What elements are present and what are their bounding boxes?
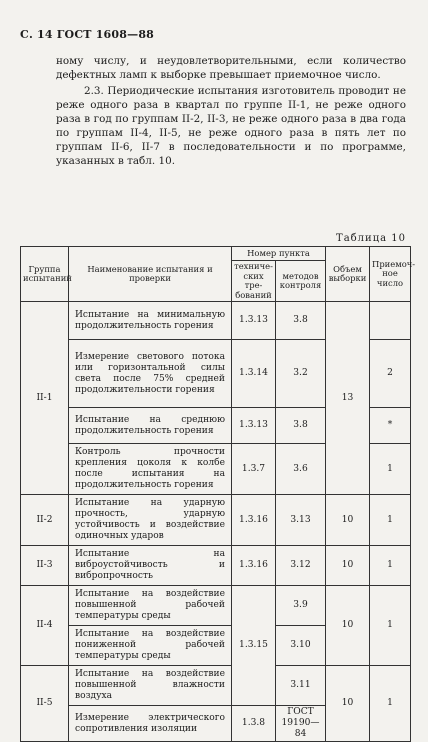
page-header: С. 14 ГОСТ 1608—88 [20,28,155,41]
cell-name: Измерение светового потока или горизонтальной силы света после 75% средней продолжительности горения [69,340,232,408]
cell-accept: 2 [370,340,411,408]
cell-name: Контроль прочности крепления цоколя к колбе после испытания на продолжительность горения [69,444,232,495]
cell-group: II-2 [21,495,69,546]
header-name: Наименование испытания и проверки [69,247,232,302]
cell-method: 3.9 [276,586,326,626]
cell-req: 1.3.13 [232,302,276,340]
cell-req: 1.3.16 [232,495,276,546]
cell-accept: 1 [370,444,411,495]
table-row [21,302,411,340]
header-req: техниче- ских тре- бований [232,261,276,302]
cell-accept: 1 [370,666,411,742]
paragraph-1 [56,54,406,82]
paragraph-2 [56,84,406,168]
cell-method: 3.10 [276,626,326,666]
cell-group: II-4 [21,586,69,666]
header-methods: методов контроля [276,261,326,302]
cell-sample: 10 [326,666,370,742]
cell-sample: 10 [326,586,370,666]
table-row [21,495,411,546]
cell-name: Испытание на виброустойчивость и вибропрочность [69,546,232,586]
cell-accept: 1 [370,495,411,546]
cell-sample: 10 [326,546,370,586]
cell-name: Испытание на воздействие повышенной влажности воздуха [69,666,232,706]
paragraph-text: 2.3. Периодические испытания изготовитель проводит не реже одного раза в квартал по группе II-1, не реже одного раза в год по группам II-2, II-3, не реже одного раза в два года по группам II-4, II-5, не реже одного раза в пять лет по группам II-6, II-7 в последовательности и по программе, указанных в табл. 10. [56,85,406,167]
cell-method: 3.6 [276,444,326,495]
cell-group: II-5 [21,666,69,742]
header-accept: Приемоч- ное число [370,247,411,302]
table-row [21,666,411,706]
cell-req: 1.3.8 [232,706,276,742]
cell-sample: 10 [326,495,370,546]
cell-group: II-1 [21,302,69,495]
header-clause: Номер пункта [232,247,326,261]
cell-method: 3.8 [276,408,326,444]
cell-name: Испытание на ударную прочность, ударную устойчивость и воздействие одиночных ударов [69,495,232,546]
table-caption: Таблица 10 [336,233,406,244]
cell-name: Испытание на воздействие повышенной рабочей температуры среды [69,586,232,626]
cell-method: 3.11 [276,666,326,706]
cell-group: II-3 [21,546,69,586]
cell-method: 3.12 [276,546,326,586]
cell-req: 1.3.14 [232,340,276,408]
cell-req: 1.3.13 [232,408,276,444]
header-group: Группа испытаний [21,247,69,302]
table-row [21,586,411,626]
cell-name: Испытание на воздействие пониженной рабочей температуры среды [69,626,232,666]
cell-method: ГОСТ 19190—84 [276,706,326,742]
paragraph-text: ному числу, и неудовлетворительными, если количество дефектных ламп к выборке превышает приемочное число. [56,55,406,81]
cell-name: Измерение электрического сопротивления изоляции [69,706,232,742]
cell-req: 1.3.15 [232,586,276,706]
cell-accept [370,302,411,340]
cell-req: 1.3.16 [232,546,276,586]
cell-accept: 1 [370,546,411,586]
cell-method: 3.2 [276,340,326,408]
cell-sample: 13 [326,302,370,495]
cell-method: 3.8 [276,302,326,340]
header-sample: Объем выборки [326,247,370,302]
table-row [21,546,411,586]
cell-name: Испытание на среднюю продолжительность горения [69,408,232,444]
cell-method: 3.13 [276,495,326,546]
cell-name: Испытание на минимальную продолжительность горения [69,302,232,340]
table-10 [20,246,416,742]
cell-accept: 1 [370,586,411,666]
cell-accept: * [370,408,411,444]
cell-req: 1.3.7 [232,444,276,495]
